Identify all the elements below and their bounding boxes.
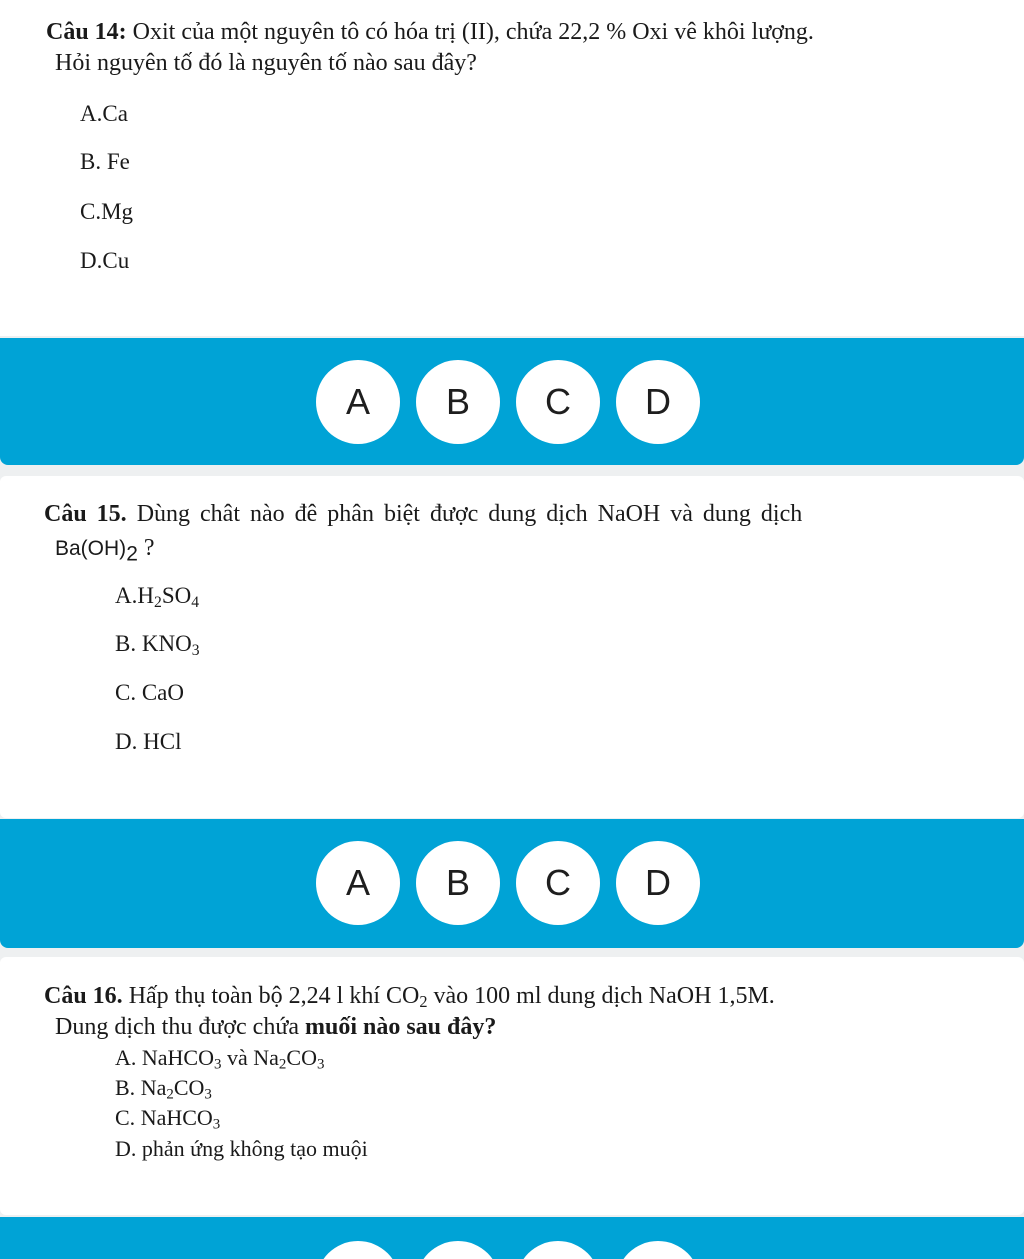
- question-16-option-c: C. NaHCO$_3$: [115, 1105, 221, 1133]
- answer-bar-3: [0, 1217, 1024, 1259]
- question-14-text-1: Oxit của một nguyên tô có hóa trị (II), chứa 22,2 % Oxi vê khôi lượng.: [132, 19, 814, 45]
- question-15-option-c: C. CaO: [115, 680, 185, 705]
- question-15-text-1: Dùng chât nào đê phân biệt được dung dịch NaOH và dung dịch: [136, 501, 803, 527]
- question-14-option-c: C.Mg: [80, 199, 134, 224]
- question-14-option-b: B. Fe: [80, 149, 130, 174]
- answer-bar-2: [0, 819, 1024, 948]
- answer-1-button-c[interactable]: C: [516, 360, 600, 444]
- question-16-option-a: A. NaHCO$_3$ và $Na_2CO_3$: [115, 1045, 325, 1073]
- answer-1-button-b[interactable]: B: [416, 360, 500, 444]
- question-16-option-b: B. $Na_2CO_3$: [115, 1075, 212, 1103]
- question-15-option-a: $A.H_2SO_4$: [115, 583, 200, 611]
- question-15-card: [0, 476, 1024, 818]
- answer-3-button-c[interactable]: [516, 1241, 600, 1259]
- question-14-line-1: [46, 18, 814, 46]
- question-14-label: Câu 14:: [46, 19, 127, 45]
- question-15-label: Câu 15.: [44, 501, 127, 527]
- question-16-line-1: Câu 16. Hấp thụ toàn bộ 2,24 l khí $CO_2$ vào 100 ml dung dịch NaOH 1,5M.: [44, 983, 775, 1012]
- question-15-line-1: [44, 500, 802, 528]
- answer-1-button-a[interactable]: A: [316, 360, 400, 444]
- answer-bar-1: [0, 338, 1024, 465]
- question-14-option-d: D.Cu: [80, 248, 130, 273]
- answer-3-button-d[interactable]: [616, 1241, 700, 1259]
- answer-3-button-b[interactable]: [416, 1241, 500, 1259]
- question-14-option-a: A.Ca: [80, 101, 128, 126]
- question-15-line-2: $Ba(OH)_2$ ?: [55, 535, 155, 566]
- answer-2-button-a[interactable]: A: [316, 841, 400, 925]
- question-14-card: [0, 0, 1024, 336]
- question-15-option-d: D. HCl: [115, 729, 182, 754]
- question-16-label: Câu 16.: [44, 983, 123, 1009]
- question-15-option-b: B. $KNO_3$: [115, 631, 200, 659]
- answer-3-button-a[interactable]: [316, 1241, 400, 1259]
- answer-2-button-d[interactable]: D: [616, 841, 700, 925]
- answer-2-button-c[interactable]: C: [516, 841, 600, 925]
- answer-2-button-b[interactable]: B: [416, 841, 500, 925]
- question-16-option-d: D. phản ứng không tạo muội: [115, 1136, 368, 1161]
- question-16-line-2: Dung dịch thu được chứa muối nào sau đây?: [55, 1014, 497, 1040]
- answer-1-button-d[interactable]: D: [616, 360, 700, 444]
- question-16-card: [0, 957, 1024, 1215]
- question-14-text-2: Hỏi nguyên tố đó là nguyên tố nào sau đây?: [55, 50, 477, 76]
